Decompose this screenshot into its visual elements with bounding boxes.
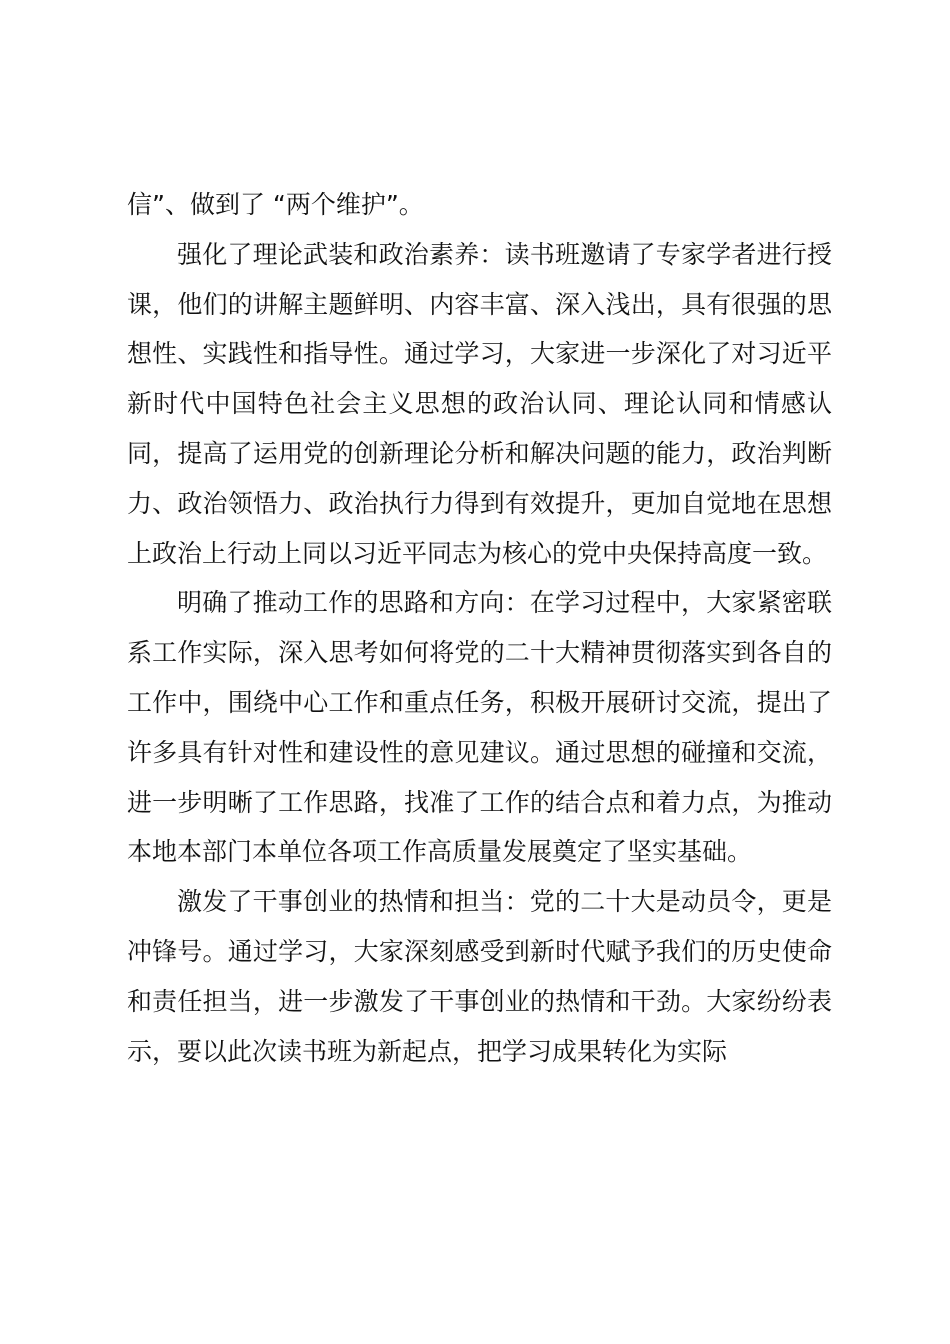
paragraph-enthusiasm: 激发了干事创业的热情和担当：党的二十大是动员令，更是冲锋号。通过学习，大家深刻感受到新时代赋予我们的历史使命和责任担当，进一步激发了干事创业的热情和干劲。大家纷纷表示，要以此次读书班为新起点，把学习成果转化为实际 <box>127 887 832 1066</box>
paragraph-theory: 强化了理论武装和政治素养：读书班邀请了专家学者进行授课，他们的讲解主题鲜明、内容丰富、深入浅出，具有很强的思想性、实践性和指导性。通过学习，大家进一步深化了对习近平新时代中国特色社会主义思想的政治认同、理论认同和情感认同，提高了运用党的创新理论分析和解决问题的能力，政治判断力、政治领悟力、政治执行力得到有效提升，更加自觉地在思想上政治上行动上同以习近平同志为核心的党中央保持高度一致。 <box>127 239 832 568</box>
document-body <box>127 180 832 1076</box>
paragraph-direction: 明确了推动工作的思路和方向：在学习过程中，大家紧密联系工作实际，深入思考如何将党的二十大精神贯彻落实到各自的工作中，围绕中心工作和重点任务，积极开展研讨交流，提出了许多具有针对性和建设性的意见建议。通过思想的碰撞和交流，进一步明晰了工作思路，找准了工作的结合点和着力点，为推动本地本部门本单位各项工作高质量发展奠定了坚实基础。 <box>127 588 832 867</box>
paragraph-continuation: 信”、做到了 “两个维护”。 <box>127 190 424 219</box>
